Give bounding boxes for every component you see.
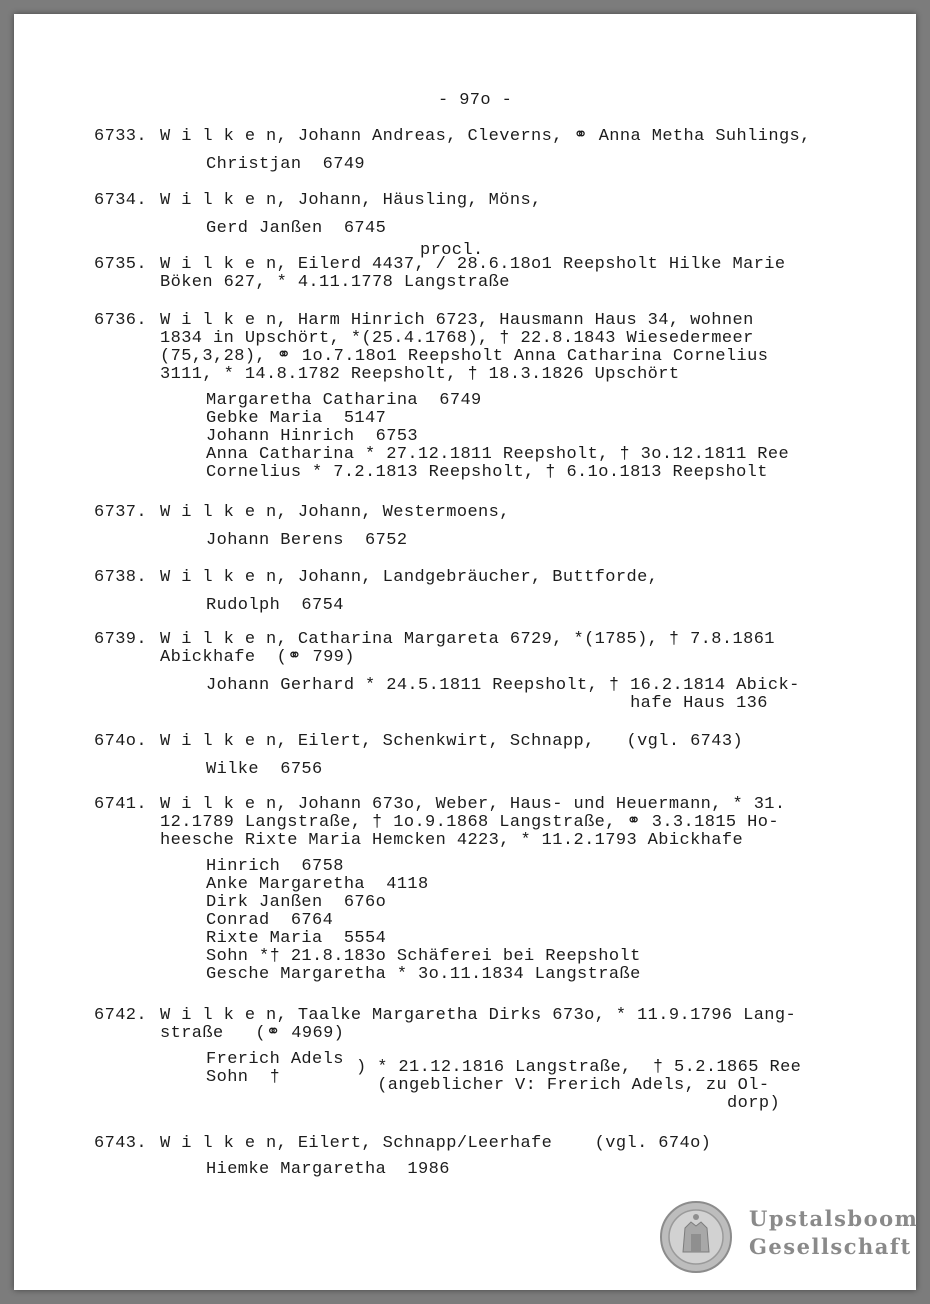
- entry-line: W i l k e n, Johann Andreas, Cleverns, ⚭ Anna Metha Suhlings,: [160, 127, 811, 146]
- entry-line: W i l k e n, Johann, Landgebräucher, Buttforde,: [160, 568, 659, 587]
- child-line: Gerd Janßen 6745: [206, 219, 387, 238]
- child-line: Johann Hinrich 6753: [206, 427, 419, 446]
- child-line: Sohn †: [206, 1068, 281, 1087]
- child-line: Margaretha Catharina 6749: [206, 391, 482, 410]
- entry-line: straße (⚭ 4969): [160, 1024, 345, 1043]
- logo-text-line2: Gesellschaft: [749, 1234, 912, 1259]
- twin-note-line: ) * 21.12.1816 Langstraße, † 5.2.1865 Ree: [356, 1058, 802, 1077]
- child-line: Frerich Adels: [206, 1050, 344, 1069]
- child-line: Hiemke Margaretha 1986: [206, 1160, 450, 1179]
- society-logo: [659, 1200, 919, 1280]
- entry-number: 6735.: [94, 255, 148, 274]
- entry-line: 1834 in Upschört, *(25.4.1768), † 22.8.1843 Wiesedermeer: [160, 329, 754, 348]
- child-line: Gebke Maria 5147: [206, 409, 387, 428]
- entry-number: 6738.: [94, 568, 148, 587]
- entry-number: 6743.: [94, 1134, 148, 1153]
- child-line: Hinrich 6758: [206, 857, 344, 876]
- twin-note-line: (angeblicher V: Frerich Adels, zu Ol-: [356, 1076, 770, 1095]
- child-line: Johann Gerhard * 24.5.1811 Reepsholt, † 16.2.1814 Abick-: [206, 676, 800, 695]
- child-line: Gesche Margaretha * 3o.11.1834 Langstraße: [206, 965, 641, 984]
- page-number: - 97o -: [438, 91, 513, 110]
- entry-number: 6736.: [94, 311, 148, 330]
- twin-note-line: dorp): [356, 1094, 781, 1113]
- entry-line: W i l k e n, Johann 673o, Weber, Haus- und Heuermann, * 31.: [160, 795, 786, 814]
- entry-number: 6737.: [94, 503, 148, 522]
- entry-line: 12.1789 Langstraße, † 1o.9.1868 Langstraße, ⚭ 3.3.1815 Ho-: [160, 813, 779, 832]
- child-line: Johann Berens 6752: [206, 531, 408, 550]
- entry-number: 6734.: [94, 191, 148, 210]
- entry-line: Böken 627, * 4.11.1778 Langstraße: [160, 273, 510, 292]
- child-line: Sohn *† 21.8.183o Schäferei bei Reepsholt: [206, 947, 641, 966]
- entry-line: (75,3,28), ⚭ 1o.7.18o1 Reepsholt Anna Catharina Cornelius: [160, 347, 769, 366]
- entry-line: heesche Rixte Maria Hemcken 4223, * 11.2.1793 Abickhafe: [160, 831, 744, 850]
- seal-icon: [659, 1200, 733, 1274]
- entry-line: W i l k e n, Eilerd 4437, / 28.6.18o1 Reepsholt Hilke Marie: [160, 255, 786, 274]
- entry-line: W i l k e n, Taalke Margaretha Dirks 673o, * 11.9.1796 Lang-: [160, 1006, 797, 1025]
- child-line: Christjan 6749: [206, 155, 366, 174]
- entry-line: W i l k e n, Eilert, Schnapp/Leerhafe (vgl. 674o): [160, 1134, 712, 1153]
- child-line: Anke Margaretha 4118: [206, 875, 429, 894]
- entry-number: 6739.: [94, 630, 148, 649]
- entry-line: W i l k e n, Johann, Häusling, Möns,: [160, 191, 542, 210]
- document-page: [14, 14, 919, 1290]
- child-line: Cornelius * 7.2.1813 Reepsholt, † 6.1o.1813 Reepsholt: [206, 463, 768, 482]
- child-line: Rudolph 6754: [206, 596, 344, 615]
- entry-line: Abickhafe (⚭ 799): [160, 648, 355, 667]
- page-content: [14, 14, 919, 1290]
- child-line: Rixte Maria 5554: [206, 929, 387, 948]
- child-line: Conrad 6764: [206, 911, 334, 930]
- entry-line: W i l k e n, Johann, Westermoens,: [160, 503, 510, 522]
- entry-note: procl.: [420, 241, 484, 260]
- entry-line: 3111, * 14.8.1782 Reepsholt, † 18.3.1826 Upschört: [160, 365, 680, 384]
- child-line: Anna Catharina * 27.12.1811 Reepsholt, † 3o.12.1811 Ree: [206, 445, 790, 464]
- entry-number: 6742.: [94, 1006, 148, 1025]
- entry-line: W i l k e n, Eilert, Schenkwirt, Schnapp, (vgl. 6743): [160, 732, 744, 751]
- entry-line: W i l k e n, Harm Hinrich 6723, Hausmann Haus 34, wohnen: [160, 311, 754, 330]
- child-line: Dirk Janßen 676o: [206, 893, 387, 912]
- entry-line: W i l k e n, Catharina Margareta 6729, *(1785), † 7.8.1861: [160, 630, 775, 649]
- entry-number: 6733.: [94, 127, 148, 146]
- child-line: hafe Haus 136: [206, 694, 768, 713]
- entry-number: 6741.: [94, 795, 148, 814]
- child-line: Wilke 6756: [206, 760, 323, 779]
- entry-number: 674o.: [94, 732, 148, 751]
- logo-text-line1: Upstalsboom: [749, 1206, 919, 1231]
